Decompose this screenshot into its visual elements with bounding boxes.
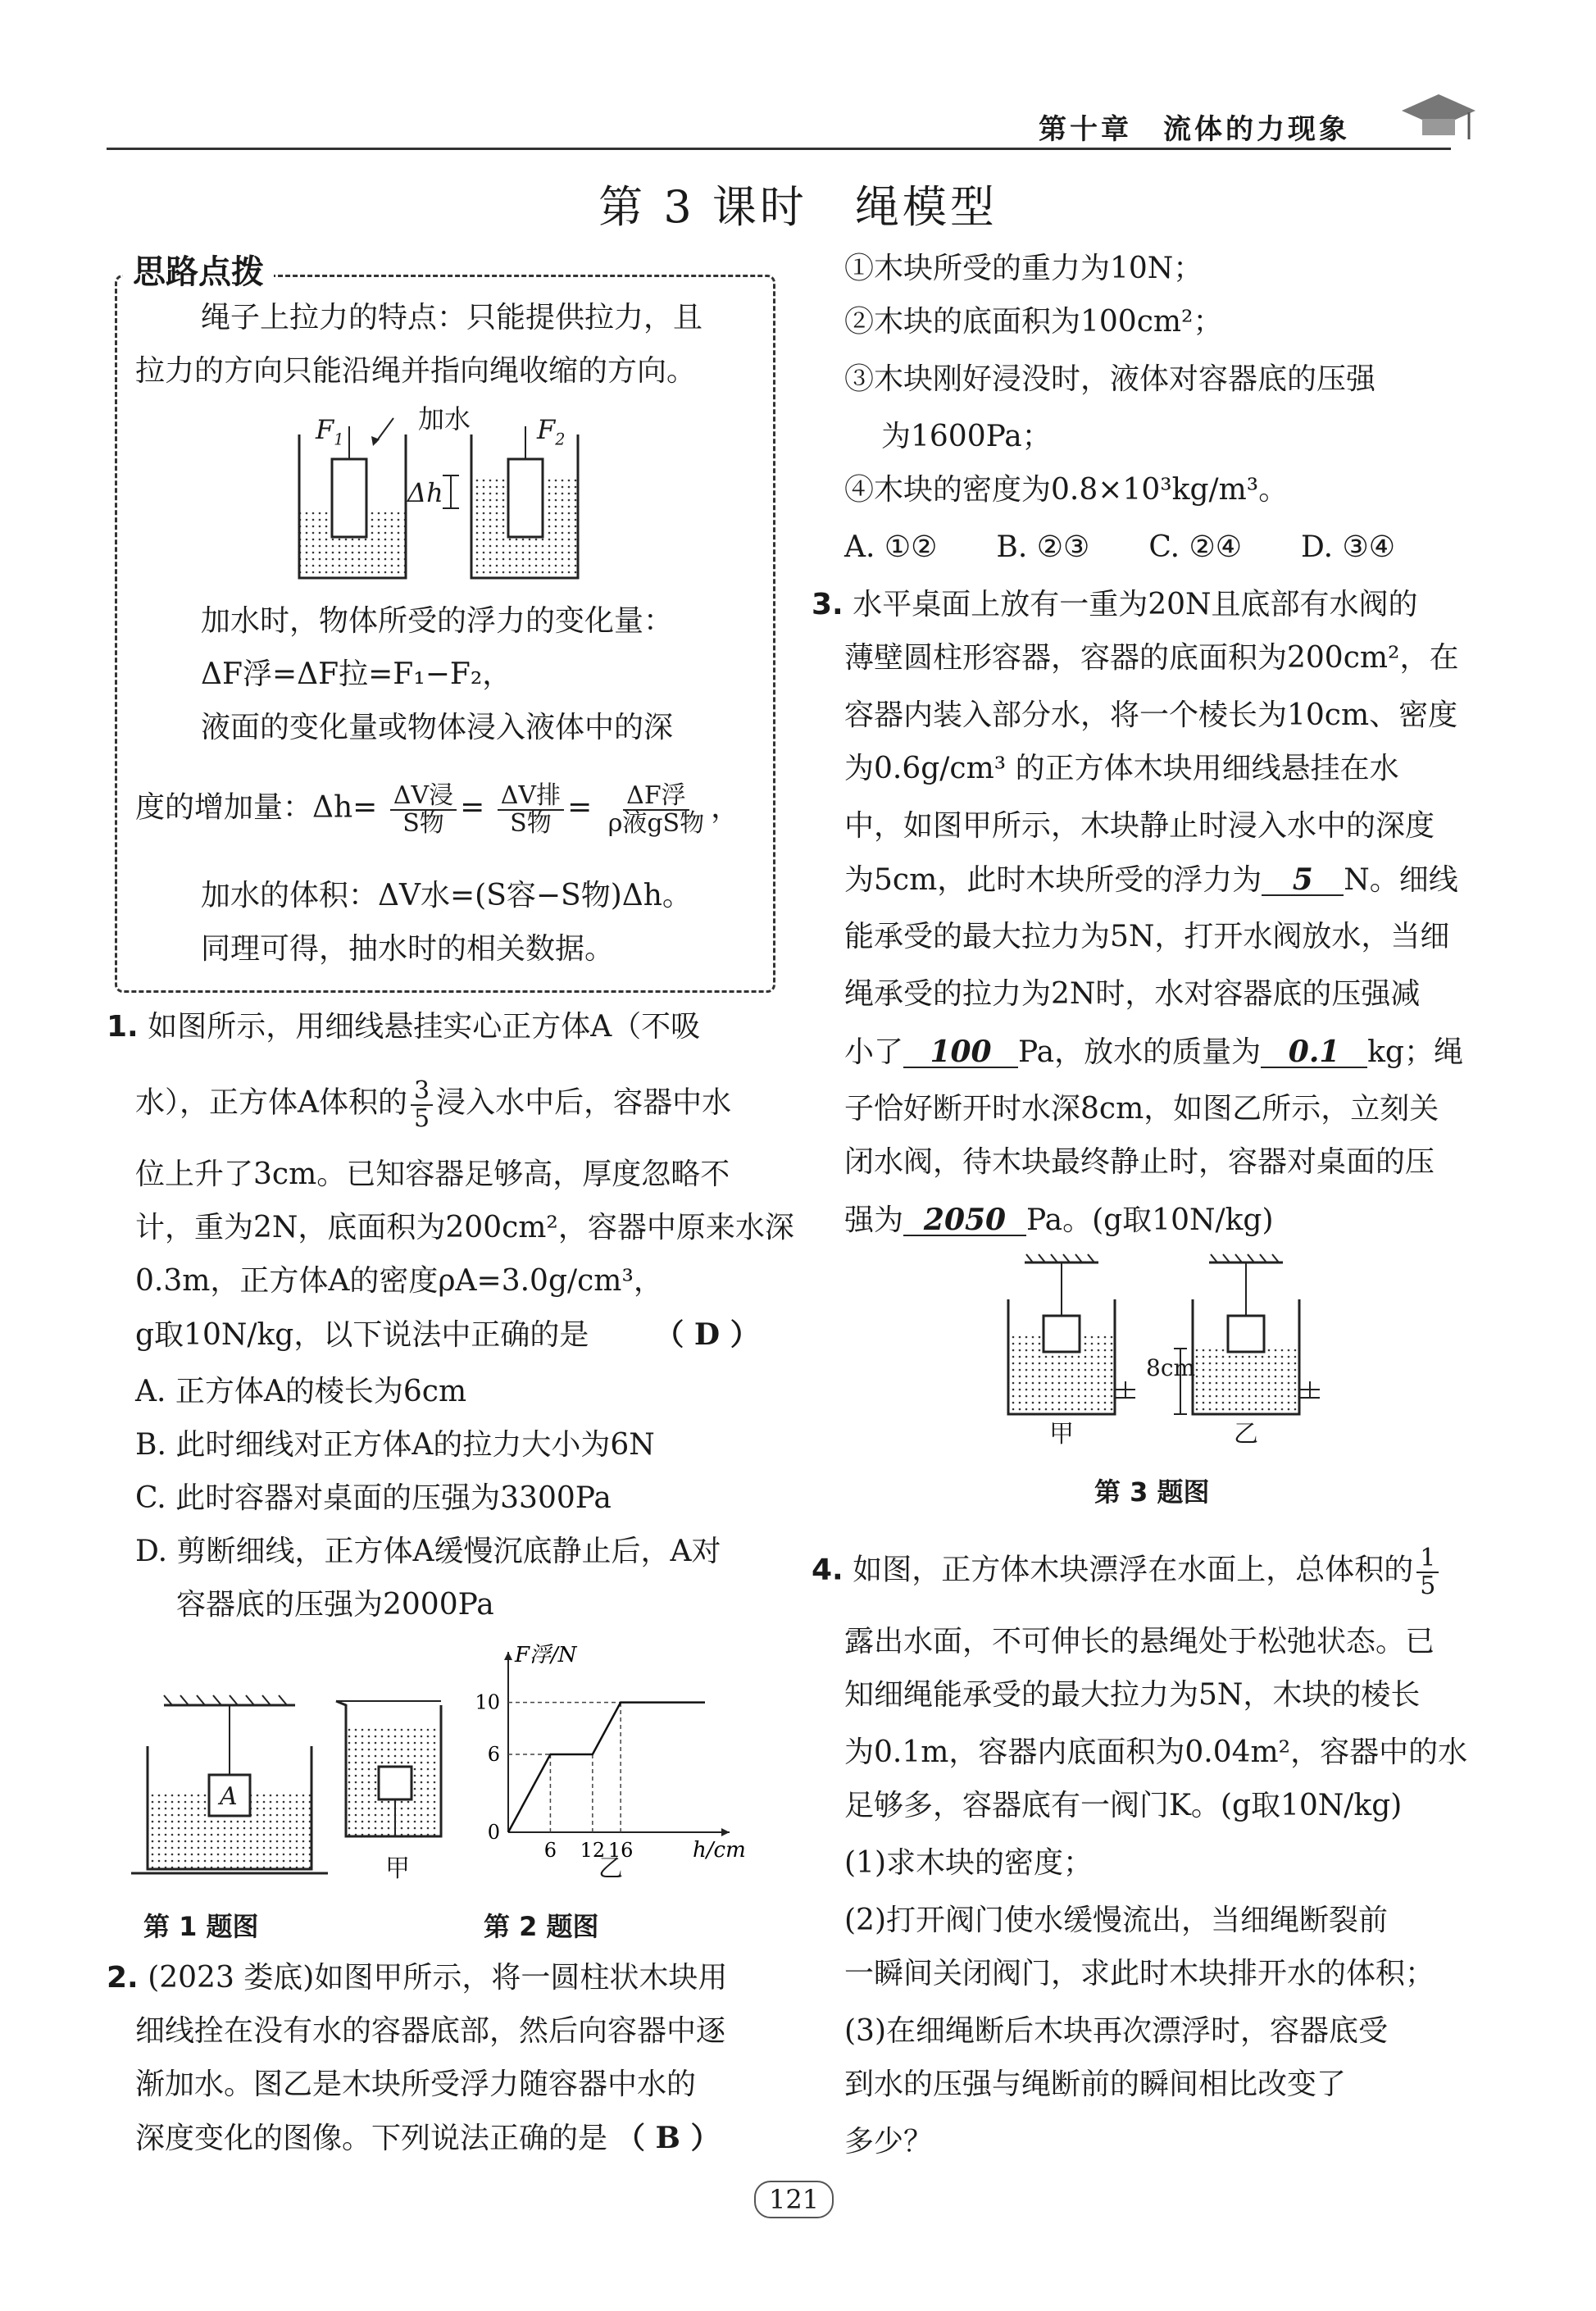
- q4-part-2b: 一瞬间关闭阀门，求此时木块排开水的体积；: [844, 1957, 1435, 1990]
- q2-chart: [467, 1631, 746, 1869]
- q1-option-d-2: 容器底的压强为2000Pa: [176, 1588, 494, 1622]
- q3-figure: [992, 1250, 1336, 1431]
- q1-option-c: C. 此时容器对桌面的压强为3300Pa: [135, 1481, 612, 1515]
- chapter-header: 第十章 流体的力现象: [1039, 113, 1350, 146]
- q2-fig-jia-label: 甲: [385, 1854, 410, 1883]
- page-title: 第 3 课时 绳模型: [598, 181, 998, 233]
- x-tick-label: 12: [580, 1839, 606, 1862]
- q1-line-3: 位上升了3cm。已知容器足够高，厚度忽略不: [135, 1158, 730, 1191]
- q3-fig-yi-label: 乙: [1234, 1420, 1258, 1449]
- q3-line-2: 薄壁圆柱形容器，容器的底面积为200cm²，在: [844, 641, 1459, 675]
- tip-line-1: 绳子上拉力的特点：只能提供拉力，且: [201, 301, 703, 334]
- q4-part-2a: (2)打开阀门使水缓慢流出，当细绳断裂前: [844, 1904, 1388, 1937]
- q4-part-3a: (3)在细绳断后木块再次漂浮时，容器底受: [844, 2014, 1388, 2048]
- q1-fig-block-label: A: [220, 1782, 238, 1811]
- q4-part-3c: 多少？: [844, 2125, 934, 2159]
- q1-option-a: A. 正方体A的棱长为6cm: [135, 1375, 467, 1408]
- q1-line-5: 0.3m，正方体A的密度ρA=3.0g/cm³，: [135, 1264, 663, 1298]
- q4-line-2: 露出水面，不可伸长的悬绳处于松弛状态。已: [844, 1625, 1435, 1658]
- q3-fig-jia-label: 甲: [1049, 1420, 1074, 1449]
- x-tick-label: 16: [607, 1839, 634, 1862]
- q3-line-9: 小了 100 Pa，放水的质量为 0.1 kg；绳: [844, 1035, 1463, 1069]
- tip-fig-dh: Δh: [407, 477, 443, 508]
- q2-statement-1: ①木块所受的重力为10N；: [844, 252, 1203, 285]
- q1-caption: 第 1 题图: [143, 1911, 259, 1942]
- q2-line-1: 2. (2023 娄底)如图甲所示，将一圆柱状木块用: [107, 1961, 728, 1995]
- y-tick-label: 6: [487, 1743, 500, 1766]
- q3-caption: 第 3 题图: [1094, 1476, 1210, 1508]
- header-rule: [107, 148, 1451, 150]
- q2-answer: （ B ）: [616, 2121, 721, 2155]
- q3-line-10: 子恰好断开时水深8cm，如图乙所示，立刻关: [844, 1092, 1439, 1126]
- tip-line-8: 同理可得，抽水时的相关数据。: [201, 932, 615, 966]
- q4-line-3: 知细绳能承受的最大拉力为5N，木块的棱长: [844, 1678, 1421, 1712]
- fraction: $\frac{\text{ΔV排}}{\text{S物}}$: [498, 783, 564, 836]
- fraction: $\frac{\text{ΔV浸}}{\text{S物}}$: [390, 783, 457, 836]
- q2-line-2: 细线拴在没有水的容器底部，然后向容器中逐: [135, 2014, 726, 2048]
- q3-answer-4: 2050: [903, 1205, 1026, 1236]
- q4-line-4: 为0.1m，容器内底面积为0.04m²，容器中的水: [844, 1736, 1468, 1769]
- q4-part-3b: 到水的压强与绳断前的瞬间相比改变了: [844, 2068, 1347, 2101]
- q2-statement-3b: 为1600Pa；: [881, 420, 1052, 453]
- q3-line-8: 绳承受的拉力为2N时，水对容器底的压强减: [844, 977, 1421, 1011]
- q2-fig-yi-label: 乙: [598, 1854, 623, 1883]
- q3-line-6: 为5cm，此时木块所受的浮力为 5 N。细线: [844, 862, 1458, 897]
- x-axis-label: h/cm: [693, 1838, 746, 1863]
- y-tick-label: 10: [475, 1690, 500, 1714]
- tip-fig-f2: $F_2$: [537, 414, 566, 449]
- q1-line-4: 计，重为2N，底面积为200cm²，容器中原来水深: [135, 1211, 794, 1244]
- x-axis-arrow: [721, 1828, 730, 1836]
- q2-figure-jia: [328, 1689, 459, 1853]
- q3-line-7: 能承受的最大拉力为5N，打开水阀放水，当细: [844, 920, 1450, 953]
- q2-statement-3a: ③木块刚好浸没时，液体对容器底的压强: [844, 362, 1376, 396]
- q3-line-11: 闭水阀，待木块最终静止时，容器对桌面的压: [844, 1145, 1435, 1179]
- q3-line-12: 强为 2050 Pa。(g取10N/kg): [844, 1203, 1274, 1237]
- q1-option-d-1: D. 剪断细线，正方体A缓慢沉底静止后，A对: [135, 1535, 721, 1568]
- q4-line-5: 足够多，容器底有一阀门K。(g取10N/kg): [844, 1789, 1403, 1822]
- graduation-cap-icon: [1394, 78, 1484, 152]
- tip-line-7: 加水的体积：ΔV水=(S容−S物)Δh。: [201, 879, 692, 912]
- q2-options: A. ①② B. ②③ C. ②④ D. ③④: [844, 530, 1396, 564]
- tip-line-4: ΔF浮=ΔF拉=F₁−F₂，: [201, 657, 512, 691]
- x-tick-label: 6: [543, 1839, 557, 1862]
- q3-line-3: 容器内装入部分水，将一个棱长为10cm、密度: [844, 698, 1458, 732]
- q4-line-1: 4. 如图，正方体木块漂浮在水面上，总体积的 $\frac{1}{5}$: [812, 1545, 1442, 1599]
- tip-line-5: 液面的变化量或物体浸入液体中的深: [201, 711, 674, 744]
- tip-line-2: 拉力的方向只能沿绳并指向绳收缩的方向。: [135, 354, 697, 388]
- q3-answer-3: 0.1: [1261, 1037, 1367, 1068]
- tip-fig-f1: $F_1$: [316, 414, 344, 449]
- q1-option-b: B. 此时细线对正方体A的拉力大小为6N: [135, 1428, 655, 1462]
- q3-line-4: 为0.6g/cm³ 的正方体木块用细线悬挂在水: [844, 752, 1399, 785]
- tip-fig-add-water: 加水: [418, 403, 471, 434]
- series-line: [508, 1703, 705, 1832]
- page-number: 121: [754, 2181, 834, 2218]
- y-axis-label: F浮/N: [515, 1643, 577, 1667]
- q1-line-6: g取10N/kg，以下说法中正确的是 （ D ）: [135, 1317, 760, 1352]
- y-axis-arrow: [504, 1652, 512, 1660]
- q2-line-4: 深度变化的图像。下列说法正确的是 （ B ）: [135, 2121, 721, 2155]
- q3-line-5: 中，如图甲所示，木块静止时浸入水中的深度: [844, 809, 1435, 843]
- q2-caption: 第 2 题图: [484, 1911, 599, 1942]
- q3-line-1: 3. 水平桌面上放有一重为20N且底部有水阀的: [812, 588, 1418, 621]
- q3-answer-2: 100: [903, 1037, 1018, 1068]
- q2-statement-2: ②木块的底面积为100cm²；: [844, 305, 1223, 339]
- q1-line-2: 水），正方体A体积的 $\frac{3}{5}$ 浸入水中后，容器中水: [135, 1076, 732, 1133]
- q3-answer-1: 5: [1262, 865, 1344, 896]
- q1-line-1: 1. 如图所示，用细线悬挂实心正方体A（不吸: [107, 1010, 701, 1044]
- q2-line-3: 渐加水。图乙是木块所受浮力随容器中水的: [135, 2068, 697, 2101]
- tip-heading: 思路点拨: [123, 246, 274, 293]
- tip-line-6: 度的增加量：Δh= $\frac{\text{ΔV浸}}{\text{S物}}$ = $\frac{\text{ΔV排}}{\text{S物}}$ = $\frac{\text{ΔF浮}}{\text{ρ液gS物}}$ ，: [135, 781, 741, 838]
- q2-statement-4: ④木块的密度为0.8×10³kg/m³。: [844, 473, 1289, 507]
- fraction: $\frac{1}{5}$: [1416, 1545, 1439, 1599]
- fraction: $\frac{\text{ΔF浮}}{\text{ρ液gS物}}$: [607, 781, 705, 838]
- fraction: $\frac{3}{5}$: [411, 1078, 433, 1131]
- q1-answer: （ D ）: [654, 1317, 760, 1352]
- tip-line-3: 加水时，物体所受的浮力的变化量：: [201, 604, 674, 638]
- q4-part-1: (1)求木块的密度；: [844, 1846, 1093, 1880]
- q3-fig-8cm: 8cm: [1146, 1354, 1196, 1381]
- y-tick-label: 0: [487, 1821, 500, 1844]
